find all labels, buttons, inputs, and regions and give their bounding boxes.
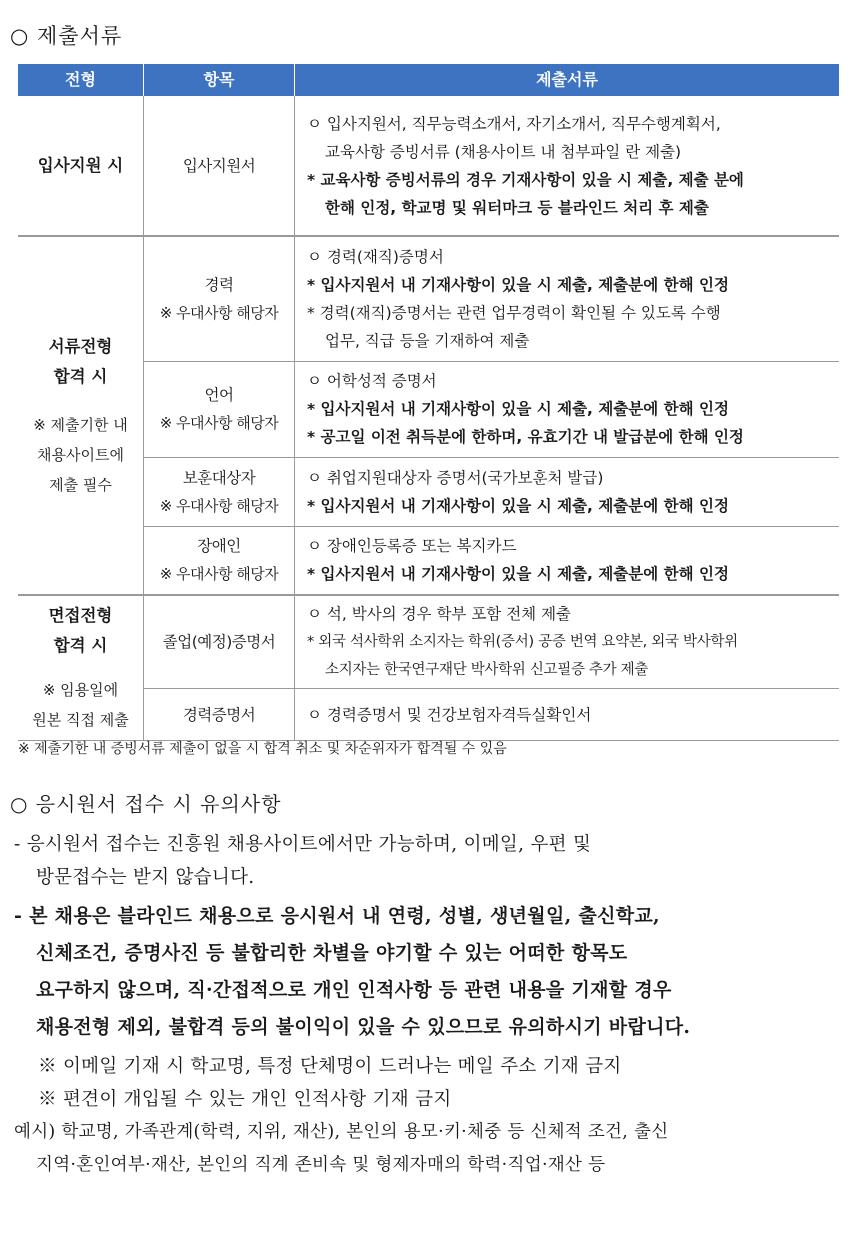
item-disabled [144,526,295,595]
documents-career [295,236,840,361]
section-heading-documents: ○ 제출서류 [10,24,123,48]
documents-language [295,361,840,457]
stage-note: ※ 임용일에 [42,681,119,699]
item-language [144,361,295,457]
doc-line: * 입사지원서 내 기재사항이 있을 시 제출, 제출분에 한해 인정 [307,400,729,418]
documents-graduation [295,595,840,689]
item-career-cert: 경력증명서 [144,689,295,741]
notice-line: - 응시원서 접수는 진흥원 채용사이트에서만 가능하며, 이메일, 우편 및 [14,834,592,855]
doc-line: * 경력(재직)증명서는 관련 업무경력이 확인될 수 있도록 수행 [307,303,721,322]
doc-line: 교육사항 증빙서류 (채용사이트 내 첨부파일 란 제출) [325,142,682,161]
table-row [18,236,839,361]
item-application-form: 입사지원서 [144,96,295,236]
documents-career-cert [295,689,840,741]
header-documents: 제출서류 [295,64,840,96]
notice-line-bold: - 본 채용은 블라인드 채용으로 응시원서 내 연령, 성별, 생년월일, 출신학교, [14,905,660,927]
notice-line-bold: 신체조건, 증명사진 등 불합리한 차별을 야기할 수 있는 어떠한 항목도 [36,942,628,964]
doc-line: ㅇ 취업지원대상자 증명서(국가보훈처 발급) [307,468,604,487]
item-career [144,236,295,361]
section-heading-notice: ○ 응시원서 접수 시 유의사항 [10,792,282,816]
doc-line: ㅇ 경력(재직)증명서 [307,247,444,266]
doc-line: ㅇ 석, 박사의 경우 학부 포함 전체 제출 [307,605,572,623]
header-item: 항목 [144,64,295,96]
doc-line: * 외국 석사학위 소지자는 학위(증서) 공증 번역 요약본, 외국 박사학위 [307,634,738,650]
doc-line: ㅇ 입사지원서, 직무능력소개서, 자기소개서, 직무수행계획서, [307,114,721,133]
notice-example: 예시) 학교명, 가족관계(학력, 지위, 재산), 본인의 용모·키·체중 등 신체적 조건, 출신 [14,1122,669,1142]
stage-title: 합격 시 [53,636,108,655]
notice-line: 방문접수는 받지 않습니다. [36,867,255,888]
table-footnote: ※ 제출기한 내 증빙서류 제출이 없을 시 합격 취소 및 차순위자가 합격될 수 있음 [18,741,507,757]
documents-disabled [295,526,840,595]
item-sub-note: ※ 우대사항 해당자 [159,496,279,515]
doc-line: 한해 인정, 학교명 및 워터마크 등 블라인드 처리 후 제출 [325,198,709,217]
item-label: 보훈대상자 [182,468,256,487]
doc-line: ㅇ 장애인등록증 또는 복지카드 [307,537,517,556]
doc-line: * 입사지원서 내 기재사항이 있을 시 제출, 제출분에 한해 인정 [307,275,729,294]
item-label: 언어 [204,386,234,404]
item-label: 장애인 [197,537,241,556]
notice-line-bold: 채용전형 제외, 불합격 등의 불이익이 있을 수 있으므로 유의하시기 바랍니다. [36,1016,691,1038]
documents-veteran [295,457,840,526]
table-row [18,595,839,689]
doc-line: * 공고일 이전 취득분에 한하며, 유효기간 내 발급분에 한해 인정 [307,428,744,446]
item-graduation-cert: 졸업(예정)증명서 [144,595,295,689]
item-sub-note: ※ 우대사항 해당자 [159,303,279,322]
stage-interview [18,595,144,741]
table-row [18,96,839,236]
stage-title: 합격 시 [53,366,108,386]
notice-note: ※ 편견이 개입될 수 있는 개인 인적사항 기재 금지 [38,1089,452,1110]
item-veteran [144,457,295,526]
doc-line: ㅇ 경력증명서 및 건강보험자격득실확인서 [307,705,592,724]
documents-application [295,96,840,236]
stage-note: 원본 직접 제출 [32,711,129,729]
notice-example: 지역·혼인여부·재산, 본인의 직계 존비속 및 형제자매의 학력·직업·재산 등 [36,1155,606,1175]
stage-title: 면접전형 [48,606,113,625]
stage-note: 채용사이트에 [37,445,124,464]
stage-title: 서류전형 [48,336,113,356]
notice-line-bold: 요구하지 않으며, 직·간접적으로 개인 인적사항 등 관련 내용을 기재할 경우 [36,979,672,1001]
table-header-row [18,64,839,96]
stage-title: 입사지원 시 [37,155,124,175]
item-sub-note: ※ 우대사항 해당자 [159,565,279,584]
stage-note: 제출 필수 [49,475,112,494]
doc-line: * 교육사항 증빙서류의 경우 기재사항이 있을 시 제출, 제출 분에 [307,170,744,189]
item-label: 경력 [204,275,234,294]
doc-line: * 입사지원서 내 기재사항이 있을 시 제출, 제출분에 한해 인정 [307,496,729,515]
stage-note: ※ 제출기한 내 [33,415,128,434]
doc-line: * 입사지원서 내 기재사항이 있을 시 제출, 제출분에 한해 인정 [307,565,729,584]
stage-application [18,96,144,236]
stage-document-screening [18,236,144,595]
doc-line: ㅇ 어학성적 증명서 [307,372,437,390]
header-stage: 전형 [18,64,144,96]
doc-line: 소지자는 한국연구재단 박사학위 신고필증 추가 제출 [325,662,649,678]
notice-note: ※ 이메일 기재 시 학교명, 특정 단체명이 드러나는 메일 주소 기재 금지 [38,1056,622,1077]
notice-body [14,828,854,1182]
doc-line: 업무, 직급 등을 기재하여 제출 [325,331,530,350]
item-sub-note: ※ 우대사항 해당자 [159,414,279,432]
documents-table [18,64,839,741]
